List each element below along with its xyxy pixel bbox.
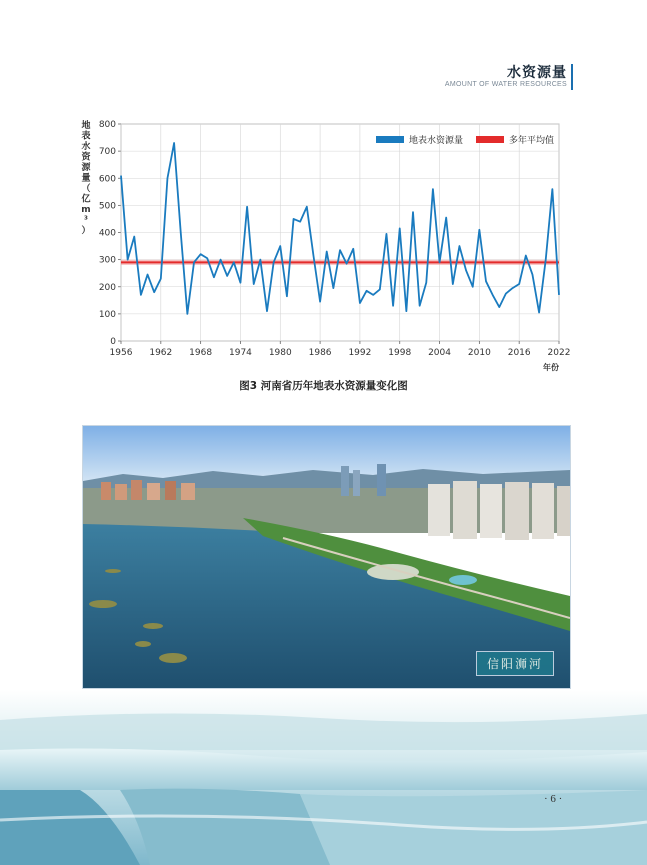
x-tick-label: 1974 <box>229 348 252 358</box>
x-tick-label: 1962 <box>149 348 173 358</box>
y-tick-label: 400 <box>98 228 116 239</box>
x-tick-label: 2022 <box>547 348 571 358</box>
y-axis-label-char: 水 <box>81 142 91 152</box>
waterfall-illustration <box>0 690 647 865</box>
y-tick-label: 700 <box>98 147 116 158</box>
y-tick-label: 0 <box>110 337 116 347</box>
waterfall-decoration <box>0 690 647 865</box>
y-tick-label: 300 <box>98 255 116 266</box>
x-tick-label: 1980 <box>268 348 292 358</box>
y-axis-label-char: 量 <box>81 173 91 184</box>
x-tick-label: 1956 <box>109 348 133 358</box>
legend-label-surface-water: 地表水资源量 <box>409 136 464 146</box>
chart-caption: 图3 河南省历年地表水资源量变化图 <box>239 380 408 392</box>
x-tick-label: 2004 <box>428 348 451 358</box>
y-tick-label: 200 <box>98 282 116 293</box>
y-tick-label: 800 <box>98 120 116 130</box>
legend-swatch-average <box>476 136 504 143</box>
page-number: · 6 · <box>544 793 563 805</box>
legend-label-average: 多年平均值 <box>509 136 555 146</box>
y-axis-label-char: m <box>81 205 91 215</box>
photo-illustration <box>83 426 570 688</box>
y-axis-label-char: （ <box>81 184 91 194</box>
x-tick-label: 1986 <box>308 348 332 358</box>
plaza <box>367 564 419 580</box>
y-axis-label-char: ³ <box>84 215 88 226</box>
pond <box>449 575 477 585</box>
section-subtitle: AMOUNT OF WATER RESOURCES <box>444 81 567 88</box>
y-axis-label-char: 资 <box>81 152 91 163</box>
y-tick-label: 600 <box>98 174 116 185</box>
line-chart <box>78 114 578 376</box>
chart-container <box>78 114 578 376</box>
y-tick-label: 100 <box>98 309 116 320</box>
x-tick-label: 1992 <box>348 348 372 358</box>
x-tick-label: 2010 <box>467 348 491 358</box>
x-tick-label: 1968 <box>189 348 213 358</box>
y-axis-label-char: 表 <box>81 131 91 142</box>
x-axis-label: 年份 <box>543 363 559 372</box>
y-axis-label-char: 源 <box>81 163 91 173</box>
section-title: 水资源量 <box>507 65 567 81</box>
y-axis-label-char: ） <box>81 226 91 236</box>
legend-swatch-surface-water <box>376 136 404 143</box>
y-tick-label: 500 <box>98 201 116 212</box>
header-accent-bar <box>571 64 573 90</box>
x-tick-label: 1998 <box>388 348 412 358</box>
photo-caption-label: 信阳浉河 <box>476 651 554 676</box>
y-axis-label-char: 地 <box>81 121 91 131</box>
x-tick-label: 2016 <box>507 348 531 358</box>
y-axis-label-char: 亿 <box>81 194 91 205</box>
river-city-photo <box>82 425 571 689</box>
